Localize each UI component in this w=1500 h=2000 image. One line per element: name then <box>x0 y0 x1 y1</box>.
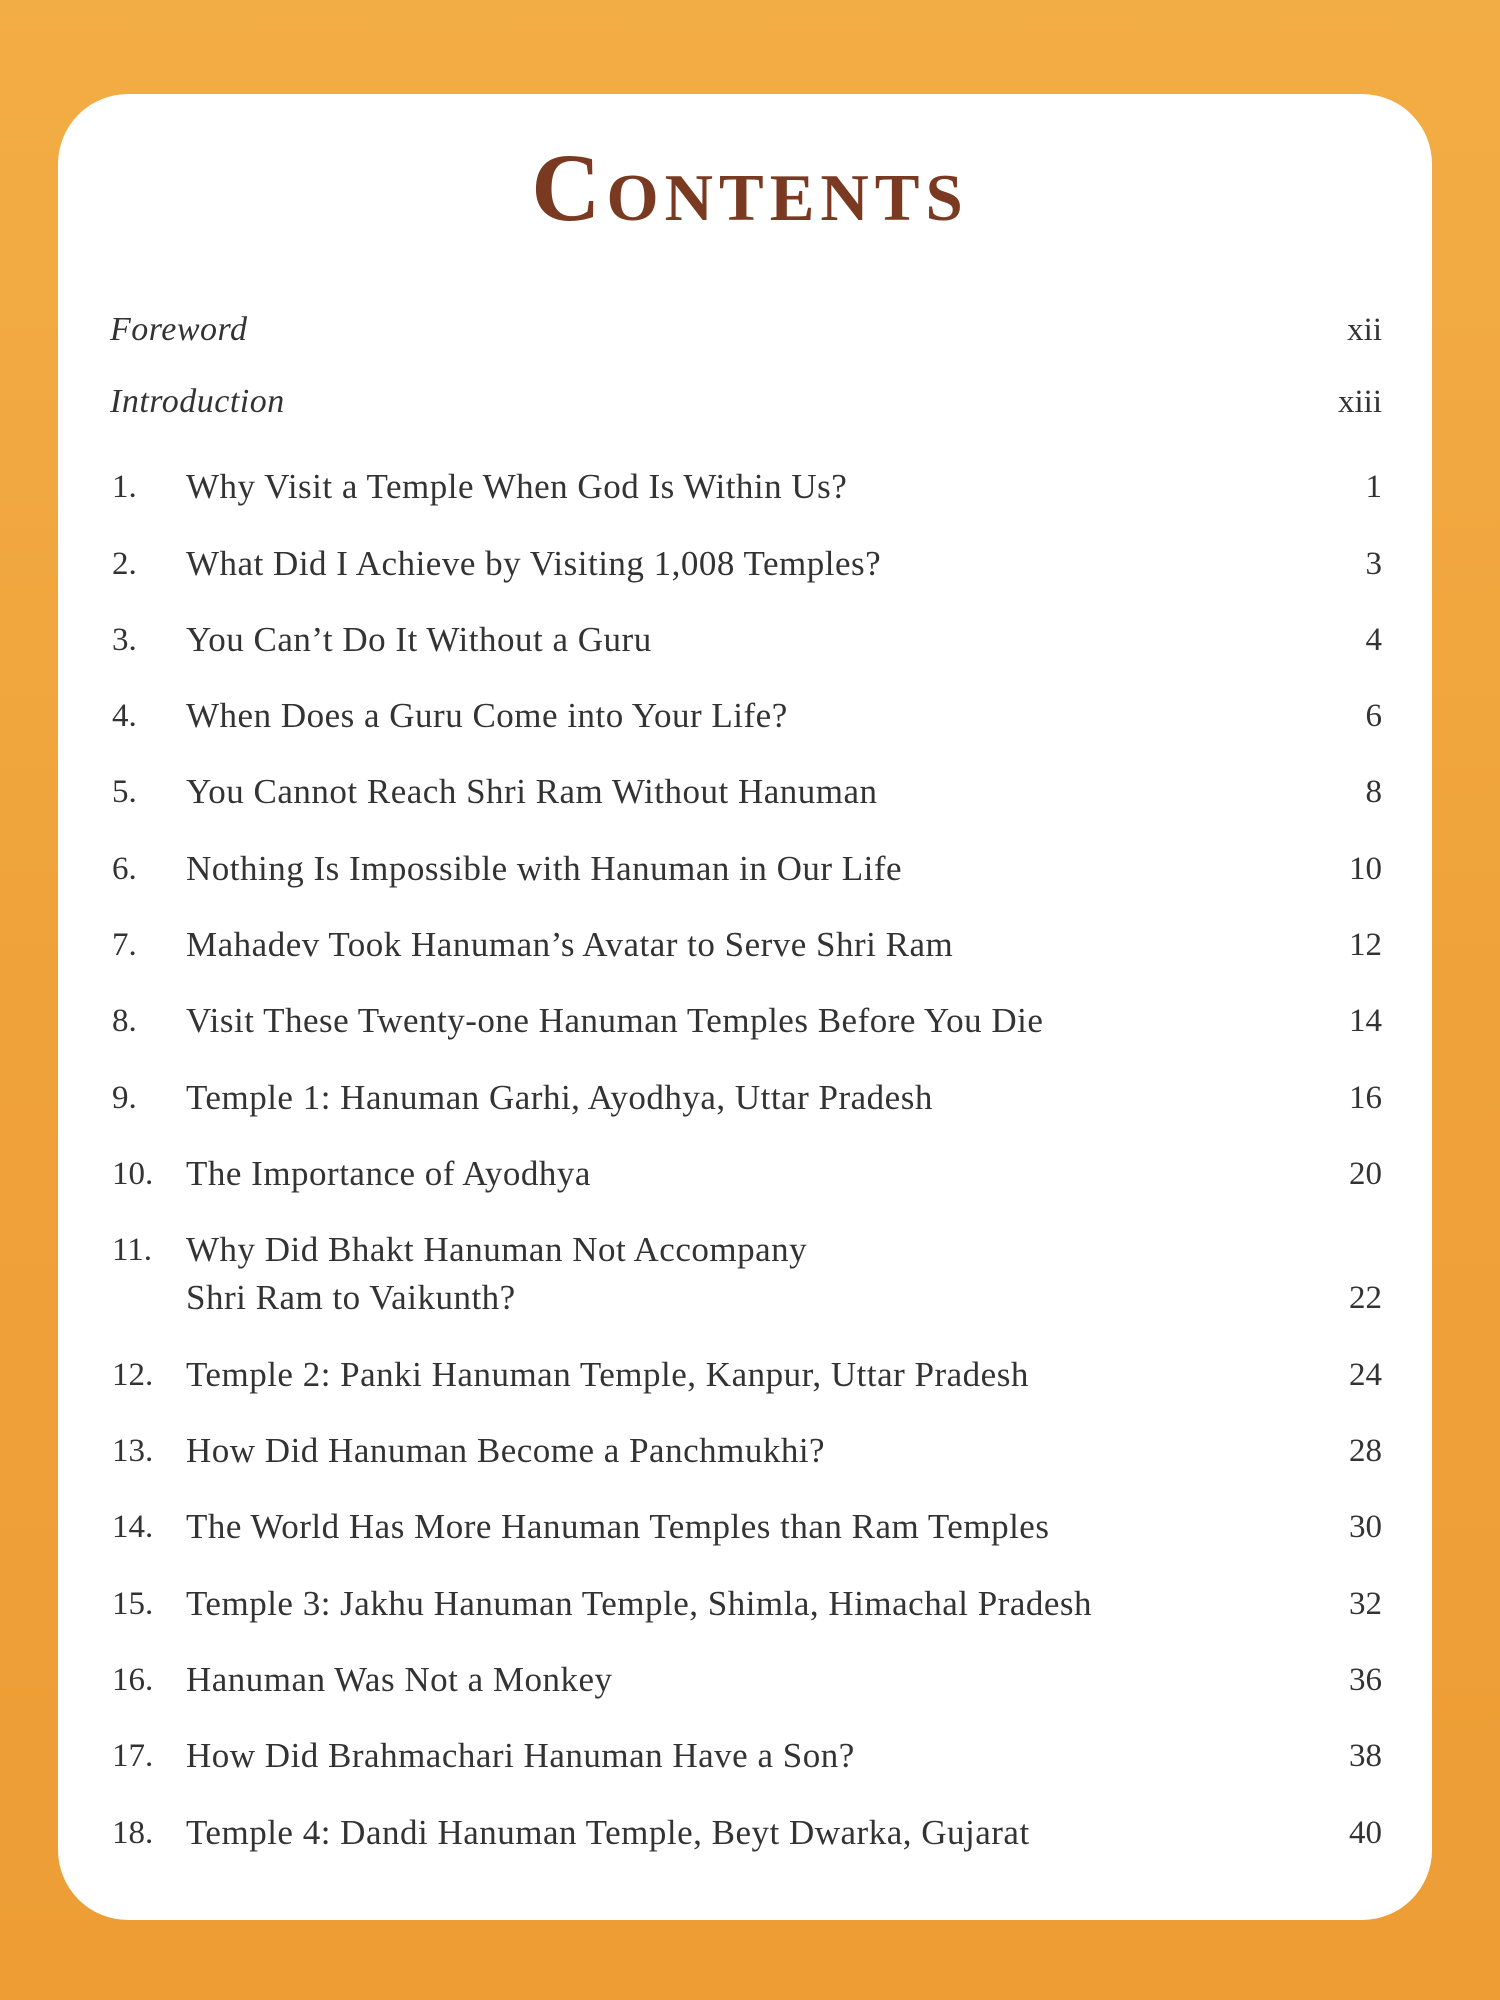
chapter-title-line-2: Shri Ram to Vaikunth? <box>186 1278 516 1317</box>
toc-entry-page: xiii <box>1337 384 1382 420</box>
chapter-number: 13. <box>112 1433 154 1469</box>
chapter-page: 14 <box>1349 1003 1382 1039</box>
chapter-page: 3 <box>1365 546 1382 582</box>
chapter-page: 6 <box>1365 698 1382 734</box>
chapter-page: 24 <box>1349 1357 1382 1393</box>
chapter-number: 14. <box>112 1509 154 1545</box>
chapter-title: How Did Hanuman Become a Panchmukhi? <box>186 1431 826 1470</box>
chapter-page: 32 <box>1349 1586 1382 1622</box>
chapter-number: 8. <box>112 1003 137 1039</box>
chapter-title: Temple 3: Jakhu Hanuman Temple, Shimla, Himachal Pradesh <box>186 1584 1093 1623</box>
chapter-title: Temple 4: Dandi Hanuman Temple, Beyt Dwarka, Gujarat <box>186 1813 1030 1852</box>
chapter-number: 6. <box>112 851 137 887</box>
chapter-title: You Can’t Do It Without a Guru <box>186 620 652 659</box>
chapter-title <box>186 1226 1306 1322</box>
chapter-number: 7. <box>112 927 137 963</box>
chapter-page: 36 <box>1349 1662 1382 1698</box>
chapter-page: 10 <box>1349 851 1382 887</box>
chapter-page: 1 <box>1365 469 1382 505</box>
chapter-page: 40 <box>1349 1815 1382 1851</box>
chapter-page: 12 <box>1349 927 1382 963</box>
chapter-number: 18. <box>112 1815 154 1851</box>
chapter-page: 22 <box>1349 1280 1382 1316</box>
chapter-title: Hanuman Was Not a Monkey <box>186 1660 613 1699</box>
chapter-title: You Cannot Reach Shri Ram Without Hanuman <box>186 772 878 811</box>
chapter-number: 11. <box>112 1232 153 1268</box>
chapter-number: 9. <box>112 1080 137 1116</box>
chapter-title: Nothing Is Impossible with Hanuman in Our Life <box>186 849 903 888</box>
chapter-page: 20 <box>1349 1156 1382 1192</box>
page-title: Contents <box>531 134 969 241</box>
chapter-number: 17. <box>112 1738 154 1774</box>
chapter-title: When Does a Guru Come into Your Life? <box>186 696 788 735</box>
chapter-page: 38 <box>1349 1738 1382 1774</box>
chapter-number: 12. <box>112 1357 154 1393</box>
chapter-page: 16 <box>1349 1080 1382 1116</box>
chapter-number: 16. <box>112 1662 154 1698</box>
chapter-number: 4. <box>112 698 137 734</box>
chapter-title: Temple 2: Panki Hanuman Temple, Kanpur, Uttar Pradesh <box>186 1355 1029 1394</box>
chapter-number: 5. <box>112 774 137 810</box>
chapter-title: Why Visit a Temple When God Is Within Us? <box>186 467 848 506</box>
chapter-number: 2. <box>112 546 137 582</box>
chapter-page: 4 <box>1365 622 1382 658</box>
chapter-number: 1. <box>112 469 137 505</box>
chapter-title: The Importance of Ayodhya <box>186 1154 591 1193</box>
chapter-title: Mahadev Took Hanuman’s Avatar to Serve Shri Ram <box>186 925 954 964</box>
chapter-number: 15. <box>112 1586 154 1622</box>
toc-entry-page: xii <box>1347 312 1382 348</box>
chapter-title: What Did I Achieve by Visiting 1,008 Temples? <box>186 544 882 583</box>
chapter-page: 28 <box>1349 1433 1382 1469</box>
chapter-number: 10. <box>112 1156 154 1192</box>
chapter-title: Visit These Twenty-one Hanuman Temples Before You Die <box>186 1001 1044 1040</box>
chapter-page: 30 <box>1349 1509 1382 1545</box>
toc-entry-label: Foreword <box>110 311 248 348</box>
chapter-title: The World Has More Hanuman Temples than Ram Temples <box>186 1507 1050 1546</box>
chapter-number: 3. <box>112 622 137 658</box>
chapter-title-line-1: Why Did Bhakt Hanuman Not Accompany <box>186 1230 808 1269</box>
chapter-title: How Did Brahmachari Hanuman Have a Son? <box>186 1736 855 1775</box>
chapter-page: 8 <box>1365 774 1382 810</box>
toc-entry-label: Introduction <box>110 383 285 420</box>
chapter-title: Temple 1: Hanuman Garhi, Ayodhya, Uttar Pradesh <box>186 1078 933 1117</box>
